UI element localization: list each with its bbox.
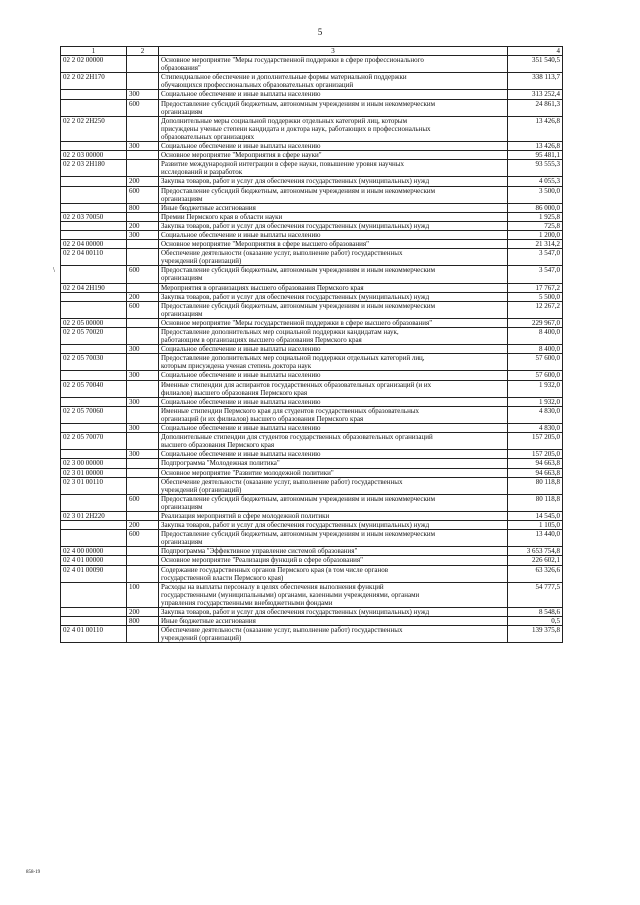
expense-type-cell: 800 [127,617,159,626]
item-name-cell: Предоставление дополнительных мер социальной поддержки кандидатам наук, работающим в организациях высшего образования Пермского края [159,328,508,345]
amount-cell: 1 932,0 [508,397,563,406]
table-row [61,230,563,239]
amount-cell: 80 118,8 [508,494,563,511]
table-row [61,186,563,203]
item-name-cell: Закупка товаров, работ и услуг для обеспечения государственных (муниципальных) нужд [159,177,508,186]
budget-code-cell [61,582,127,607]
item-name-cell: Дополнительные меры социальной поддержки отдельных категорий лиц, которым присуждены ученые степени кандидата и доктора наук, работающих в профессиональных образовательных организациях [159,116,508,141]
budget-code-cell: 02 2 05 70060 [61,406,127,423]
item-name-cell: Подпрограмма "Эффективное управление системой образования" [159,547,508,556]
expense-type-cell [127,318,159,327]
amount-cell: 5 500,0 [508,292,563,301]
budget-code-cell: 02 2 04 00110 [61,249,127,266]
budget-code-cell [61,99,127,116]
budget-code-cell [61,177,127,186]
amount-cell: 24 861,3 [508,99,563,116]
amount-cell: 1 925,8 [508,212,563,221]
amount-cell: 3 547,0 [508,266,563,283]
expense-type-cell: 300 [127,90,159,99]
item-name-cell: Предоставление субсидий бюджетным, автономным учреждениям и иным некоммерческим организациям [159,266,508,283]
table-row [61,283,563,292]
amount-cell: 8 548,6 [508,608,563,617]
budget-code-cell: 02 2 05 70030 [61,354,127,371]
budget-code-cell: 02 2 05 70020 [61,328,127,345]
table-row [61,142,563,151]
item-name-cell: Основное мероприятие "Меры государственной поддержки в сфере профессионального образования" [159,56,508,73]
amount-cell: 63 326,6 [508,565,563,582]
amount-cell: 4 830,0 [508,424,563,433]
table-row [61,521,563,530]
expense-type-cell [127,73,159,90]
table-row [61,354,563,371]
column-number: 2 [127,47,159,56]
item-name-cell: Обеспечение деятельности (оказание услуг, выполнение работ) государственных учреждений (организаций) [159,249,508,266]
budget-code-cell: 02 3 01 00110 [61,477,127,494]
column-number: 1 [61,47,127,56]
item-name-cell: Социальное обеспечение и иные выплаты населению [159,345,508,354]
table-row [61,301,563,318]
budget-code-cell [61,301,127,318]
amount-cell: 86 000,0 [508,203,563,212]
amount-cell: 21 314,2 [508,240,563,249]
amount-cell: 17 767,2 [508,283,563,292]
amount-cell: 4 830,0 [508,406,563,423]
table-row [61,328,563,345]
table-row [61,494,563,511]
budget-code-cell [61,142,127,151]
page-number: 5 [317,27,323,37]
item-name-cell: Развитие международной интеграции в сфере науки, повышение уровня научных исследований и разработок [159,160,508,177]
budget-code-cell: 02 2 04 2H190 [61,283,127,292]
amount-cell: 313 252,4 [508,90,563,99]
item-name-cell: Предоставление субсидий бюджетным, автономным учреждениям и иным некоммерческим организациям [159,99,508,116]
item-name-cell: Предоставление субсидий бюджетным, автономным учреждениям и иным некоммерческим организациям [159,530,508,547]
expense-type-cell: 300 [127,424,159,433]
amount-cell: 93 555,3 [508,160,563,177]
table-row [61,240,563,249]
expense-type-cell: 600 [127,301,159,318]
expense-type-cell: 300 [127,230,159,239]
budget-code-cell: 02 4 01 00110 [61,626,127,643]
budget-code-cell [61,266,127,283]
table-row [61,160,563,177]
budget-code-cell: 02 2 03 2H180 [61,160,127,177]
item-name-cell: Иные бюджетные ассигнования [159,203,508,212]
amount-cell: 94 663,8 [508,468,563,477]
item-name-cell: Предоставление субсидий бюджетным, автономным учреждениям и иным некоммерческим организациям [159,186,508,203]
budget-code-cell: 02 2 03 70050 [61,212,127,221]
amount-cell: 8 400,0 [508,345,563,354]
item-name-cell: Закупка товаров, работ и услуг для обеспечения государственных (муниципальных) нужд [159,521,508,530]
table-row [61,477,563,494]
budget-code-cell [61,494,127,511]
budget-code-cell: 02 2 05 00000 [61,318,127,327]
amount-cell: 0,5 [508,617,563,626]
item-name-cell: Социальное обеспечение и иные выплаты населению [159,142,508,151]
budget-code-cell [61,424,127,433]
budget-code-cell [61,371,127,380]
item-name-cell: Социальное обеспечение и иные выплаты населению [159,424,508,433]
expense-type-cell: 300 [127,397,159,406]
budget-table [60,46,563,643]
expense-type-cell [127,328,159,345]
budget-code-cell: 02 2 02 2H250 [61,116,127,141]
budget-code-cell [61,203,127,212]
expense-type-cell [127,433,159,450]
expense-type-cell [127,547,159,556]
table-row [61,212,563,221]
table-row [61,371,563,380]
item-name-cell: Социальное обеспечение и иные выплаты населению [159,397,508,406]
item-name-cell: Реализация мероприятий в сфере молодежной политики [159,511,508,520]
table-row [61,318,563,327]
table-row [61,626,563,643]
expense-type-cell [127,477,159,494]
amount-cell: 3 500,0 [508,186,563,203]
item-name-cell: Предоставление субсидий бюджетным, автономным учреждениям и иным некоммерческим организациям [159,301,508,318]
amount-cell: 13 426,8 [508,116,563,141]
budget-code-cell [61,617,127,626]
amount-cell: 226 602,1 [508,556,563,565]
table-row [61,151,563,160]
amount-cell: 157 205,0 [508,450,563,459]
budget-code-cell [61,450,127,459]
budget-code-cell: 02 2 04 00000 [61,240,127,249]
expense-type-cell [127,249,159,266]
table-row [61,547,563,556]
expense-type-cell: 100 [127,582,159,607]
budget-code-cell: 02 3 01 00000 [61,468,127,477]
table-row [61,424,563,433]
expense-type-cell: 600 [127,266,159,283]
amount-cell: 13 440,0 [508,530,563,547]
item-name-cell: Расходы на выплаты персоналу в целях обеспечения выполнения функций государственными (муниципальными) органами, казенными учреждениями, органами управления государственными внебюджетными фондами [159,582,508,607]
budget-code-cell: 02 4 01 00090 [61,565,127,582]
expense-type-cell [127,511,159,520]
budget-code-cell: 02 2 02 00000 [61,56,127,73]
amount-cell: 1 105,0 [508,521,563,530]
amount-cell: 351 540,5 [508,56,563,73]
amount-cell: 229 967,0 [508,318,563,327]
item-name-cell: Иные бюджетные ассигнования [159,617,508,626]
expense-type-cell: 600 [127,186,159,203]
amount-cell: 3 653 754,8 [508,547,563,556]
amount-cell: 1 200,0 [508,230,563,239]
budget-code-cell [61,221,127,230]
budget-code-cell: 02 4 01 00000 [61,556,127,565]
table-row [61,380,563,397]
table-row [61,608,563,617]
item-name-cell: Предоставление субсидий бюджетным, автономным учреждениям и иным некоммерческим организациям [159,494,508,511]
expense-type-cell [127,556,159,565]
item-name-cell: Основное мероприятие "Мероприятия в сфере высшего образования" [159,240,508,249]
budget-code-cell [61,230,127,239]
budget-code-cell [61,90,127,99]
table-row [61,116,563,141]
expense-type-cell [127,212,159,221]
item-name-cell: Дополнительные стипендии для студентов государственных образовательных организаций высшего образования Пермского края [159,433,508,450]
budget-code-cell: 02 3 00 00000 [61,459,127,468]
expense-type-cell [127,160,159,177]
table-row [61,266,563,283]
budget-code-cell [61,397,127,406]
expense-type-cell: 300 [127,345,159,354]
expense-type-cell [127,626,159,643]
item-name-cell: Стипендиальное обеспечение и дополнительные формы материальной поддержки обучающихся профессиональных образовательных организаций [159,73,508,90]
amount-cell: 13 426,8 [508,142,563,151]
table-row [61,582,563,607]
budget-code-cell [61,292,127,301]
amount-cell: 725,8 [508,221,563,230]
item-name-cell: Основное мероприятие "Реализация функций в сфере образования" [159,556,508,565]
table-row [61,249,563,266]
budget-code-cell: 02 4 00 00000 [61,547,127,556]
expense-type-cell: 200 [127,292,159,301]
amount-cell: 338 113,7 [508,73,563,90]
expense-type-cell: 600 [127,494,159,511]
column-number: 4 [508,47,563,56]
item-name-cell: Премии Пермского края в области науки [159,212,508,221]
table-row [61,99,563,116]
budget-code-cell: 02 2 03 00000 [61,151,127,160]
amount-cell: 4 055,3 [508,177,563,186]
expense-type-cell [127,116,159,141]
amount-cell: 54 777,5 [508,582,563,607]
table-row [61,90,563,99]
item-name-cell: Именные стипендии Пермского края для студентов государственных образовательных организаций (и их филиалов) высшего образования Пермского края [159,406,508,423]
expense-type-cell [127,240,159,249]
table-row [61,292,563,301]
table-row [61,203,563,212]
budget-code-cell [61,345,127,354]
item-name-cell: Подпрограмма "Молодежная политика" [159,459,508,468]
amount-cell: 12 267,2 [508,301,563,318]
budget-code-cell [61,530,127,547]
expense-type-cell [127,406,159,423]
amount-cell: 3 547,0 [508,249,563,266]
expense-type-cell [127,283,159,292]
expense-type-cell [127,468,159,477]
amount-cell: 1 932,0 [508,380,563,397]
table-row [61,565,563,582]
item-name-cell: Основное мероприятие "Меры государственной поддержки в сфере высшего образования" [159,318,508,327]
item-name-cell: Закупка товаров, работ и услуг для обеспечения государственных (муниципальных) нужд [159,292,508,301]
item-name-cell: Мероприятия в организациях высшего образования Пермского края [159,283,508,292]
budget-code-cell [61,186,127,203]
expense-type-cell: 200 [127,521,159,530]
amount-cell: 57 600,0 [508,354,563,371]
expense-type-cell: 600 [127,99,159,116]
table-row [61,468,563,477]
expense-type-cell [127,354,159,371]
expense-type-cell: 300 [127,142,159,151]
item-name-cell: Содержание государственных органов Пермского края (в том числе органов государственной власти Пермского края) [159,565,508,582]
expense-type-cell: 200 [127,221,159,230]
expense-type-cell: 300 [127,450,159,459]
table-row [61,556,563,565]
budget-code-cell [61,521,127,530]
expense-type-cell [127,459,159,468]
expense-type-cell [127,565,159,582]
table-row [61,397,563,406]
table-row [61,73,563,90]
amount-cell: 57 600,0 [508,371,563,380]
table-row [61,345,563,354]
table-row [61,511,563,520]
budget-code-cell [61,608,127,617]
table-row [61,221,563,230]
expense-type-cell: 200 [127,177,159,186]
item-name-cell: Обеспечение деятельности (оказание услуг, выполнение работ) государственных учреждений (организаций) [159,626,508,643]
table-row [61,433,563,450]
item-name-cell: Закупка товаров, работ и услуг для обеспечения государственных (муниципальных) нужд [159,608,508,617]
item-name-cell: Основное мероприятие "Развитие молодежной политики" [159,468,508,477]
amount-cell: 139 375,8 [508,626,563,643]
expense-type-cell: 300 [127,371,159,380]
amount-cell: 95 481,1 [508,151,563,160]
amount-cell: 80 118,8 [508,477,563,494]
footer-mark: 858-19 [26,870,41,875]
item-name-cell: Социальное обеспечение и иные выплаты населению [159,450,508,459]
expense-type-cell [127,151,159,160]
table-row [61,177,563,186]
amount-cell: 157 205,0 [508,433,563,450]
budget-code-cell: 02 3 01 2H220 [61,511,127,520]
amount-cell: 94 663,8 [508,459,563,468]
margin-mark: \ [53,266,55,274]
table-row [61,530,563,547]
item-name-cell: Социальное обеспечение и иные выплаты населению [159,90,508,99]
budget-code-cell: 02 2 05 70040 [61,380,127,397]
column-number-row [61,47,563,56]
table-row [61,450,563,459]
column-number: 3 [159,47,508,56]
item-name-cell: Закупка товаров, работ и услуг для обеспечения государственных (муниципальных) нужд [159,221,508,230]
expense-type-cell: 600 [127,530,159,547]
expense-type-cell: 200 [127,608,159,617]
budget-code-cell: 02 2 05 70070 [61,433,127,450]
item-name-cell: Социальное обеспечение и иные выплаты населению [159,371,508,380]
table-row [61,406,563,423]
item-name-cell: Обеспечение деятельности (оказание услуг, выполнение работ) государственных учреждений (организаций) [159,477,508,494]
amount-cell: 8 400,0 [508,328,563,345]
expense-type-cell [127,380,159,397]
expense-type-cell: 800 [127,203,159,212]
item-name-cell: Именные стипендии для аспирантов государственных образовательных организаций (и их филиалов) высшего образования Пермского края [159,380,508,397]
amount-cell: 14 545,0 [508,511,563,520]
expense-type-cell [127,56,159,73]
budget-code-cell: 02 2 02 2H170 [61,73,127,90]
item-name-cell: Предоставление дополнительных мер социальной поддержки отдельных категорий лиц, которым присуждена ученая степень доктора наук [159,354,508,371]
table-row [61,617,563,626]
table-row [61,459,563,468]
table-row [61,56,563,73]
item-name-cell: Социальное обеспечение и иные выплаты населению [159,230,508,239]
item-name-cell: Основное мероприятие "Мероприятия в сфере науки" [159,151,508,160]
